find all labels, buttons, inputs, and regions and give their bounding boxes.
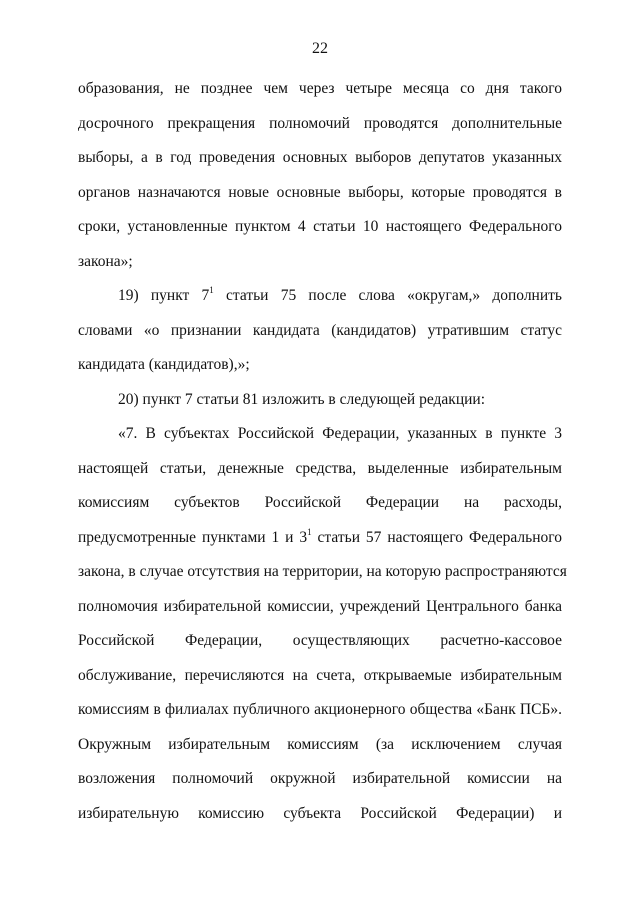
text-line: Окружным избирательным комиссиям (за исключением случая [78,735,562,753]
text-line: комиссиям субъектов Российской Федерации на расходы, [78,494,562,511]
text-line: полномочия избирательной комиссии, учреждений Центрального банка [78,597,562,615]
text-line: обслуживание, перечисляются на счета, открываемые избирательным [78,666,562,684]
text-line: возложения полномочий окружной избирательной комиссии на [78,770,562,787]
document-body [78,78,567,837]
text-line: сроки, установленные пунктом 4 статьи 10 настоящего Федерального [78,218,562,235]
text-line: Российской Федерации, осуществляющих расчетно-кассовое [78,632,562,649]
paragraph-1 [78,78,562,285]
text-line: «7. В субъектах Российской Федерации, указанных в пункте 3 [118,425,562,442]
text-line: комиссиям в филиалах публичного акционерного общества «Банк ПСБ». [78,701,562,718]
superscript: 1 [209,285,214,295]
superscript: 1 [307,526,312,537]
text-line: досрочного прекращения полномочий проводятся дополнительные [78,114,562,132]
text-line: выборы, а в год проведения основных выборов депутатов указанных [78,149,562,166]
text-line: 20) пункт 7 статьи 81 изложить в следующей редакции: [118,390,486,408]
text-line [78,527,562,562]
page-number: 22 [312,40,328,57]
text-line: настоящей статьи, денежные средства, выделенные избирательным [78,459,562,477]
text-line: закона»; [78,252,133,270]
paragraph-4 [78,423,567,837]
text-line: кандидата (кандидатов),»; [78,356,250,373]
text-line: закона, в случае отсутствия на территории, на которую распространяются [78,563,567,580]
text-run: статьи 75 после слова «округам,» дополнить [213,287,562,304]
text-run: статьи 57 настоящего Федерального [311,528,562,546]
text-run: предусмотренные пунктами 1 и 3 [78,528,308,546]
text-line: образования, не позднее чем через четыре месяца со дня такого [78,80,562,97]
text-line [78,285,562,320]
text-line: словами «о признании кандидата (кандидатов) утратившим статус [78,321,562,339]
text-line: избирательную комиссию субъекта Российской Федерации) и [78,804,562,822]
text-line: органов назначаются новые основные выборы, которые проводятся в [78,183,562,201]
paragraph-3 [78,389,562,424]
text-run: 19) пункт 7 [118,287,210,304]
paragraph-2 [78,285,562,389]
